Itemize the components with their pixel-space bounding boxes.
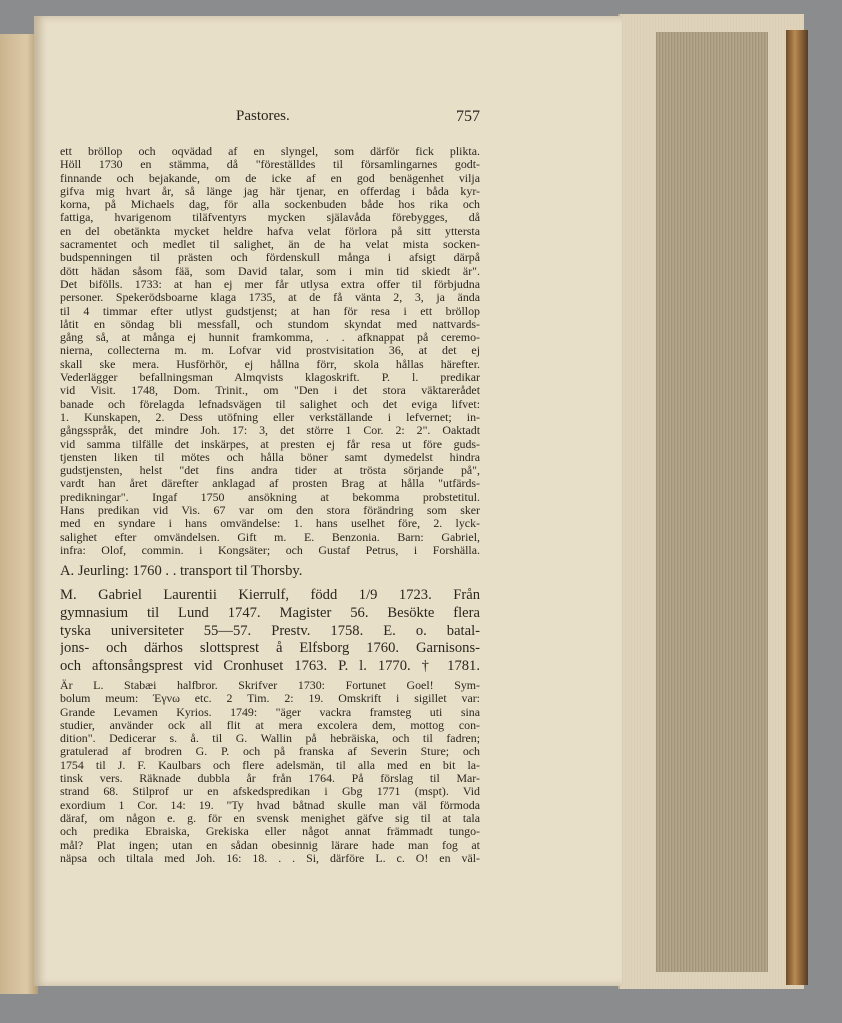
text-line: gratulerad af brodren G. P. och på franska af Severin Sture; och <box>60 745 480 759</box>
text-line: exordium 1 Cor. 14: 19. "Ty hvad båtnad skulle man väl förmoda <box>60 798 480 812</box>
text-line: däraf, om någon e. g. för en svensk menighet gäfve sig til at tala <box>60 811 480 825</box>
text-line: 1754 til J. F. Kaulbars och flere adelsmän, til alla med en bit la- <box>60 758 480 772</box>
text-line: skall ske mera. Husförhör, ej hållna förr, skola hållas härefter. <box>60 357 480 371</box>
text-line: til 4 timmar efter utlyst gudstjenst; at han för resa i ett bröllop <box>60 304 480 318</box>
text-line: strand 68. Stilprof ur en afskedspredikan i Gbg 1771 (mspt). Vid <box>60 785 480 799</box>
text-line: predikningar". Ingaf 1750 ansökning at bekomma probstetitul. <box>60 490 480 504</box>
text-line: och aftonsångsprest vid Cronhuset 1763. P. l. 1770. † 1781. <box>60 658 480 675</box>
text-line: banade och förelagda lefnadsvägen til salighet och det eviga lifvet: <box>60 397 480 411</box>
text-line: och predika Ebraiska, Grekiska eller något annat främmadt tungo- <box>60 825 480 839</box>
text-line: gång så, at många ej hunnit framkomma, . . afknappat på ceremo- <box>60 331 480 345</box>
text-line: Hans predikan vid Vis. 67 var om den stora förändring som sker <box>60 504 480 518</box>
text-line: vid Visit. 1748, Dom. Trinit., om "Den i det stora väktarerådet <box>60 384 480 398</box>
text-line: salighet efter omvändelsen. Gift m. E. Benzonia. Barn: Gabriel, <box>60 530 480 544</box>
text-line: Grande Levamen Kyrios. 1749: "äger vackra framsteg uti sina <box>60 705 480 719</box>
text-line: 1. Kunskapen, 2. Dess utöfning eller verkställande i lefvernet; in- <box>60 410 480 424</box>
text-line: finnande och bejakande, om de icke af en god benägenhet vilja <box>60 171 480 185</box>
text-line: vid samma tilfälle det inskärpes, at presten ej får resa ut före guds- <box>60 437 480 451</box>
text-line: budspenningen til prästen och fördenskull många i afsigt därpå <box>60 251 480 265</box>
book-cover-edge <box>786 30 808 985</box>
text-line: Det bifölls. 1733: at han ej mer får utlysa extra offer til förbjudna <box>60 277 480 291</box>
text-line: dition". Dedicerar s. å. til G. Wallin på hebräiska, och til fadren; <box>60 732 480 746</box>
running-head: Pastores. <box>236 108 290 124</box>
text-line: sacramentet och medlet til salighet, än de ha velat mista socken- <box>60 238 480 252</box>
text-line: tyska universiteter 55—57. Prestv. 1758. E. o. batal- <box>60 622 480 639</box>
paragraph-1 <box>60 145 480 557</box>
text-line: gymnasium til Lund 1747. Magister 56. Besökte flera <box>60 604 480 621</box>
text-line: tinsk vers. Räknade dubbla år från 1764. På förslag til Mar- <box>60 772 480 786</box>
text-line: ett bröllop och oqvädad af en slyngel, som därför fick plikta. <box>60 145 480 158</box>
text-line: Vederlägger befallningsman Almqvists klagoskrift. P. l. predikar <box>60 371 480 385</box>
text-line: nierna, collecterna m. m. Lofvar vid prostvisitation 36, at det ej <box>60 344 480 358</box>
text-line: Höll 1730 en stämma, då "föreställdes til församlingarnes godt- <box>60 158 480 172</box>
text-line: med en syndare i hans omvändelse: 1. hans uselhet före, 2. lyck- <box>60 517 480 531</box>
successor-line <box>60 563 480 581</box>
text-line: Är L. Stabæi halfbror. Skrifver 1730: Fortunet Goel! Sym- <box>60 678 480 692</box>
text-line: personer. Spekerödsboarne klaga 1735, at de få vänta 2, 3, ja ända <box>60 291 480 305</box>
text-line: näpsa och tiltala med Joh. 16: 18. . . Si, därföre L. c. O! en väl- <box>60 851 480 865</box>
text-line: M. Gabriel Laurentii Kierrulf, född 1/9 1723. Från <box>60 587 480 603</box>
text-line: korna, på Michaels dag, för alla sockenbuden både hos rika och <box>60 198 480 212</box>
facing-page-edge <box>0 34 38 994</box>
text-line: bolum meum: Έγνω etc. 2 Tim. 2: 19. Omskrift i sigillet var: <box>60 692 480 706</box>
text-line: dött hädan såsom fää, som David talar, som i min tid skiedt är". <box>60 264 480 278</box>
page-block-shadow <box>656 32 768 972</box>
text-line: vardt han året därefter anklagad af prosten Brag at hålla "utfärds- <box>60 477 480 491</box>
text-line: gudstjensten, helst "det fins andra tider at trösta sörjande på", <box>60 464 480 478</box>
text-line: infra: Olof, commin. i Kongsäter; och Gustaf Petrus, i Forshälla. <box>60 543 480 557</box>
text-line: fattiga, hvarigenom tiläfventyrs mycken själavåda förebygges, då <box>60 211 480 225</box>
text-line: mål? Plat ingen; utan en sådan obesinnig lärare hade man fog at <box>60 838 480 852</box>
paragraph-2 <box>60 679 480 865</box>
text-line: jons- och därhos slottsprest å Elfsborg 1760. Garnisons- <box>60 640 480 657</box>
entry-heading-paragraph <box>60 587 480 676</box>
page-number: 757 <box>456 108 480 125</box>
text-line: tjensten liken til mötes och hålla böner samt dymedelst hindra <box>60 450 480 464</box>
text-line: studier, använder ock all flit at mera excolera dem, mottog con- <box>60 718 480 732</box>
text-line: gifva mig hvart år, så länge jag här tjenar, en offerdag i båda kyr- <box>60 184 480 198</box>
page-header <box>60 104 480 130</box>
text-line: gångsspråk, det mindre Joh. 17: 3, det större 1 Cor. 2: 2". Oaktadt <box>60 424 480 438</box>
text-line: en del obetänkta mycket heldre hafva velat förlora på sitt yttersta <box>60 224 480 238</box>
page-text <box>60 145 480 865</box>
text-line: A. Jeurling: 1760 . . transport til Thorsby. <box>60 563 303 580</box>
text-line: låtit en söndag bli messfall, och stundom skyndat med nattvards- <box>60 317 480 331</box>
